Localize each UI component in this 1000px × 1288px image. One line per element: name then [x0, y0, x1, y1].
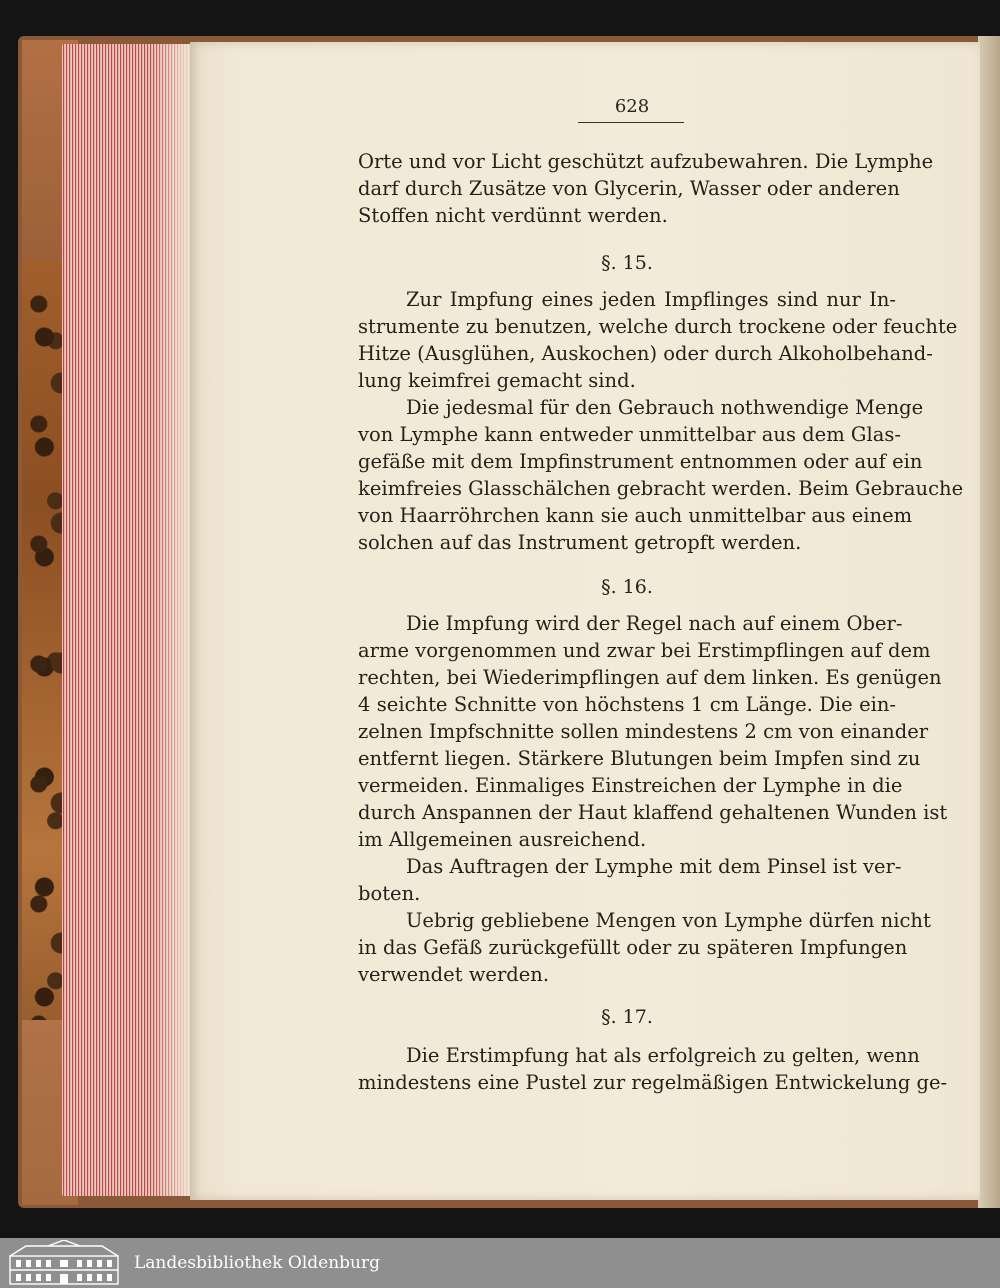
text-line: 4 seichte Schnitte von höchstens 1 cm Länge. Die ein-: [358, 693, 896, 716]
section-heading-16: §. 16.: [601, 576, 653, 598]
right-page-edge: [978, 36, 1000, 1208]
text-line: entfernt liegen. Stärkere Blutungen beim Impfen sind zu: [358, 747, 921, 770]
text-line: rechten, bei Wiederimpflingen auf dem linken. Es genügen: [358, 666, 942, 689]
text-line: in das Gefäß zurückgefüllt oder zu späteren Impfungen: [358, 936, 908, 959]
paragraph-16-1: [358, 610, 948, 853]
text-line: mindestens eine Pustel zur regelmäßigen Entwickelung ge-: [358, 1071, 948, 1094]
paragraph-17-1: [358, 1042, 948, 1096]
text-line: Orte und vor Licht geschützt aufzubewahren. Die Lymphe: [358, 150, 934, 173]
library-name: Landesbibliothek Oldenburg: [134, 1253, 381, 1273]
footer-bar: [0, 1238, 1000, 1288]
page-number-rule: [578, 122, 684, 123]
paragraph-15-1: [358, 286, 958, 394]
text-line: vermeiden. Einmaliges Einstreichen der Lymphe in die: [358, 774, 903, 797]
text-line: zelnen Impfschnitte sollen mindestens 2 cm von einander: [358, 720, 929, 743]
paragraph-16-3: [358, 907, 931, 988]
paragraph-16-2: [358, 853, 902, 907]
page-stack-shade: [150, 44, 192, 1196]
text-line: strumente zu benutzen, welche durch trockene oder feuchte: [358, 315, 958, 338]
text-line: verwendet werden.: [358, 963, 550, 986]
section-heading-15: §. 15.: [601, 252, 653, 274]
text-line: Die Impfung wird der Regel nach auf einem Ober-: [406, 612, 903, 635]
section-heading-17: §. 17.: [601, 1006, 653, 1028]
text-line: Hitze (Ausglühen, Auskochen) oder durch Alkoholbehand-: [358, 342, 933, 365]
text-line: lung keimfrei gemacht sind.: [358, 369, 636, 392]
text-line: Uebrig gebliebene Mengen von Lymphe dürfen nicht: [406, 909, 931, 932]
text-line: von Lymphe kann entweder unmittelbar aus dem Glas-: [358, 423, 901, 446]
text-line: boten.: [358, 882, 421, 905]
text-line: im Allgemeinen ausreichend.: [358, 828, 647, 851]
intro-paragraph: [358, 148, 934, 229]
text-line: Die Erstimpfung hat als erfolgreich zu gelten, wenn: [406, 1044, 920, 1067]
text-line: darf durch Zusätze von Glycerin, Wasser oder anderen: [358, 177, 900, 200]
text-line: Die jedesmal für den Gebrauch nothwendige Menge: [406, 396, 924, 419]
page-number: 628: [614, 96, 650, 117]
paragraph-15-2: [358, 394, 964, 556]
text-line: keimfreies Glasschälchen gebracht werden. Beim Gebrauche: [358, 477, 964, 500]
text-line: Das Auftragen der Lymphe mit dem Pinsel ist ver-: [406, 855, 902, 878]
text-line: Stoffen nicht verdünnt werden.: [358, 204, 668, 227]
text-line: solchen auf das Instrument getropft werden.: [358, 531, 802, 554]
text-line: gefäße mit dem Impfinstrument entnommen oder auf ein: [358, 450, 923, 473]
text-line: arme vorgenommen und zwar bei Erstimpflingen auf dem: [358, 639, 931, 662]
text-line: Zur Impfung eines jeden Impflinges sind nur In-: [406, 288, 896, 311]
text-line: durch Anspannen der Haut klaffend gehaltenen Wunden ist: [358, 801, 948, 824]
library-building-icon: [4, 1240, 124, 1286]
text-line: von Haarröhrchen kann sie auch unmittelbar aus einem: [358, 504, 913, 527]
